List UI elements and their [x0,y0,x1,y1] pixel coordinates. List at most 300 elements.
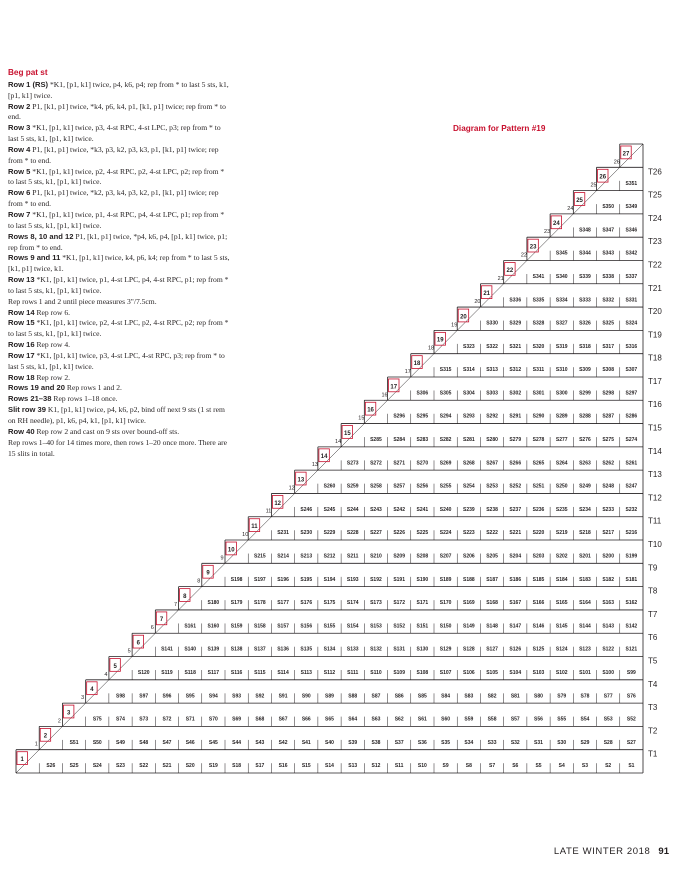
tier-label: T20 [648,307,662,317]
stitch-label: S218 [579,530,591,537]
corner-number: 10 [242,532,249,539]
row-text: Rep rows 1 and 2 until piece measures 3"/7.5cm. [8,296,157,306]
stitch-label: S247 [625,483,638,490]
corner-number: 23 [544,229,551,236]
tier-label: T11 [648,516,662,526]
stitch-label: S2 [605,763,612,770]
stitch-label: S300 [555,390,568,397]
row-text: Rep rows 1–40 for 14 times more, then rows 1–20 once more. There are 15 slits in total. [8,437,227,458]
stitch-label: S262 [602,460,615,467]
stitch-label: S232 [625,506,638,513]
stitch-label: S157 [277,623,289,630]
stitch-label: S125 [532,646,545,653]
stitch-label: S290 [532,413,545,420]
stitch-label: S308 [602,367,615,374]
stitch-label: S131 [393,646,406,653]
stitch-label: S229 [323,530,336,537]
stitch-label: S168 [486,600,498,607]
stitch-label: S100 [602,669,615,676]
row-text: *K1, [p1, k1] twice, p4, k6, p4; rep from * to last 5 sts, k1, [p1, k1] twice. [8,79,229,100]
row-number: 19 [436,337,444,344]
stitch-label: S44 [232,739,242,746]
stitch-label: S177 [277,600,289,607]
row-number: 17 [390,384,398,391]
stitch-label: S350 [602,204,615,211]
stitch-label: S173 [370,600,382,607]
stitch-label: S137 [253,646,266,653]
tier-label: T21 [648,283,662,293]
stitch-label: S331 [625,297,638,304]
stitch-label: S16 [278,763,288,770]
stitch-label: S267 [486,460,498,467]
stitch-label: S181 [625,576,638,583]
stitch-label: S271 [393,460,406,467]
stitch-label: S22 [139,763,149,770]
stitch-label: S186 [509,576,522,583]
stitch-label: S184 [555,576,568,583]
row-label: Row 7 [8,209,31,219]
stitch-label: S95 [185,693,195,700]
stitch-label: S81 [510,693,520,700]
stitch-label: S314 [462,367,475,374]
stitch-label: S40 [325,739,334,746]
stitch-label: S207 [439,553,452,560]
row-number: 3 [66,710,71,717]
stitch-label: S351 [625,180,638,187]
stitch-label: S321 [509,343,522,350]
stitch-label: S288 [579,413,591,420]
stitch-label: S88 [348,693,358,700]
corner-number: 2 [57,718,61,725]
stitch-label: S54 [580,716,590,723]
stitch-label: S80 [534,693,543,700]
stitch-label: S91 [278,693,288,700]
issue-label: LATE WINTER 2018 [553,846,651,857]
stitch-label: S250 [555,483,568,490]
stitch-label: S42 [278,739,288,746]
stitch-label: S142 [625,623,638,630]
page-number: 91 [658,846,669,857]
stitch-label: S34 [464,739,474,746]
corner-number: 16 [381,392,388,399]
stitch-label: S208 [416,553,429,560]
row-number: 1 [20,757,24,764]
stitch-label: S119 [161,669,173,676]
stitch-label: S224 [439,530,452,537]
stitch-label: S47 [162,739,172,746]
row-number: 11 [251,524,258,531]
corner-number: 13 [311,462,318,469]
row-number: 13 [297,477,305,484]
stitch-label: S133 [346,646,359,653]
stitch-label: S318 [579,343,591,350]
stitch-label: S132 [370,646,382,653]
stitch-label: S249 [579,483,591,490]
tier-label: T14 [648,446,662,456]
stitch-label: S309 [579,367,591,374]
stitch-label: S63 [371,716,381,723]
row-label: Row 5 [8,166,31,176]
stitch-label: S348 [579,227,591,234]
stitch-label: S192 [370,576,382,583]
stitch-label: S10 [417,763,427,770]
stitch-label: S148 [486,623,498,630]
stitch-label: S204 [509,553,522,560]
stitch-label: S11 [394,763,404,770]
stitch-label: S190 [416,576,429,583]
stitch-label: S193 [346,576,359,583]
stitch-label: S78 [580,693,590,700]
row-label: Row 6 [8,188,31,198]
row-text: *K1, [p1, k1] twice, p2, 4-st LPC, p2, 4-st RPC, p2; rep from * to last 5 sts, k1, [p1, k1] twice. [8,318,229,339]
stitch-label: S5 [535,763,542,770]
stitch-label: S55 [557,716,567,723]
stitch-label: S328 [532,320,545,327]
stitch-label: S248 [602,483,615,490]
stitch-label: S194 [323,576,336,583]
row-number: 22 [506,267,514,274]
stitch-label: S198 [230,576,243,583]
row-number: 9 [206,570,210,577]
tier-label: T23 [648,237,662,247]
stitch-label: S294 [439,413,452,420]
corner-number: 25 [590,182,597,189]
stitch-label: S269 [439,460,452,467]
stitch-label: S319 [555,343,568,350]
stitch-label: S39 [348,739,358,746]
row-number: 12 [274,500,282,507]
row-number: 26 [599,174,607,181]
tier-label: T16 [648,400,662,410]
stitch-label: S70 [208,716,218,723]
stitch-label: S231 [277,530,289,537]
stitch-label: S195 [300,576,313,583]
stitch-label: S306 [416,390,429,397]
row-text: P1, [k1, p1] twice, *p4, k6, p4, [p1, k1] twice, p1; rep from * to end. [8,231,228,252]
row-label: Row 3 [8,123,31,133]
stitch-label: S283 [416,437,429,444]
stitch-label: S96 [162,693,172,700]
stitch-label: S83 [464,693,474,700]
row-text: Rep row 4. [34,340,71,350]
stitch-label: S191 [393,576,406,583]
stitch-label: S251 [532,483,545,490]
stitch-label: S149 [462,623,475,630]
stitch-label: S203 [532,553,545,560]
stitch-label: S256 [416,483,429,490]
stitch-label: S31 [534,739,543,746]
tier-label: T19 [648,330,662,340]
stitch-label: S277 [555,437,568,444]
stitch-label: S293 [462,413,475,420]
stitch-label: S123 [579,646,591,653]
stitch-label: S273 [346,460,359,467]
stitch-label: S94 [208,693,218,700]
stitch-label: S146 [532,623,545,630]
stitch-label: S260 [323,483,336,490]
stitch-label: S126 [509,646,522,653]
stitch-label: S27 [626,739,636,746]
stitch-label: S225 [416,530,429,537]
stitch-label: S68 [255,716,265,723]
stitch-label: S187 [486,576,498,583]
stitch-label: S178 [253,600,266,607]
corner-number: 19 [451,322,458,329]
stitch-label: S156 [300,623,313,630]
stitch-label: S263 [579,460,591,467]
stitch-label: S20 [185,763,195,770]
stitch-label: S28 [603,739,613,746]
stitch-label: S297 [625,390,638,397]
stitch-label: S278 [532,437,545,444]
stitch-label: S169 [462,600,475,607]
stitch-label: S281 [462,437,475,444]
stitch-label: S61 [417,716,427,723]
stitch-label: S189 [439,576,452,583]
stitch-label: S305 [439,390,452,397]
tier-label: T12 [648,493,662,503]
stitch-label: S36 [417,739,427,746]
stitch-label: S284 [393,437,406,444]
stitch-label: S35 [441,739,451,746]
stitch-label: S343 [602,250,615,257]
stitch-label: S196 [277,576,289,583]
row-text: P1, [k1, p1] twice, *k3, p3, k2, p3, k3, p1, [k1, p1] twice; rep from * to end. [8,144,219,165]
stitch-label: S114 [277,669,289,676]
row-text: Rep row 6. [34,307,71,317]
stitch-label: S201 [579,553,591,560]
corner-number: 11 [265,508,272,515]
stitch-label: S237 [509,506,522,513]
stitch-label: S103 [532,669,545,676]
stitch-label: S93 [232,693,242,700]
stitch-label: S280 [486,437,498,444]
stitch-label: S254 [462,483,475,490]
stitch-label: S244 [346,506,359,513]
tier-label: T6 [648,633,658,643]
stitch-label: S37 [394,739,404,746]
stitch-label: S74 [116,716,125,723]
stitch-label: S71 [185,716,195,723]
corner-number: 24 [567,205,574,212]
stitch-label: S64 [348,716,358,723]
stitch-label: S183 [579,576,591,583]
stitch-label: S21 [162,763,172,770]
stitch-label: S301 [532,390,545,397]
stitch-label: S120 [137,669,150,676]
stitch-label: S345 [555,250,568,257]
stitch-label: S303 [486,390,498,397]
stitch-label: S18 [232,763,242,770]
stitch-label: S89 [325,693,334,700]
stitch-label: S180 [207,600,220,607]
stitch-label: S58 [487,716,497,723]
stitch-label: S276 [579,437,591,444]
stitch-label: S155 [323,623,336,630]
row-number: 21 [483,291,491,298]
stitch-label: S66 [301,716,311,723]
stitch-label: S266 [509,460,522,467]
stitch-label: S175 [323,600,336,607]
row-label: Row 18 [8,372,35,382]
stitch-label: S115 [254,669,266,676]
row-number: 18 [413,360,421,367]
stitch-label: S324 [625,320,638,327]
stitch-label: S311 [532,367,545,374]
row-number: 7 [159,617,164,624]
stitch-label: S17 [255,763,265,770]
row-text: *K1, [p1, k1] twice, k4, p6, k4; rep from * to last 5 sts, [k1, p1] twice, k1. [8,253,230,274]
stitch-label: S75 [92,716,102,723]
stitch-label: S46 [185,739,195,746]
stitch-label: S52 [626,716,636,723]
tier-label: T22 [648,260,662,270]
stitch-label: S43 [255,739,265,746]
stitch-label: S25 [69,763,79,770]
row-number: 23 [529,244,537,251]
stitch-label: S65 [325,716,334,723]
tier-label: T24 [648,213,662,223]
stitch-label: S274 [625,437,638,444]
stitch-label: S257 [393,483,406,490]
stitch-label: S258 [370,483,382,490]
stitch-label: S346 [625,227,638,234]
stitch-label: S107 [439,669,452,676]
stitch-label: S144 [579,623,591,630]
stitch-label: S304 [462,390,475,397]
corner-number: 9 [220,555,224,562]
stitch-label: S32 [510,739,520,746]
stitch-label: S202 [555,553,568,560]
stitch-label: S238 [486,506,498,513]
stitch-label: S172 [393,600,406,607]
stitch-label: S325 [602,320,615,327]
stitch-label: S200 [602,553,615,560]
stitch-label: S298 [602,390,615,397]
stitch-label: S143 [602,623,615,630]
stitch-label: S7 [488,763,496,770]
stitch-label: S279 [509,437,522,444]
stitch-label: S97 [139,693,149,700]
stitch-label: S145 [555,623,568,630]
stitch-label: S182 [602,576,615,583]
stitch-label: S51 [69,739,79,746]
stitch-label: S233 [602,506,615,513]
corner-number: 3 [81,695,85,702]
stitch-label: S121 [625,646,638,653]
stitch-label: S110 [370,669,382,676]
stitch-label: S341 [532,273,545,280]
stitch-label: S226 [393,530,406,537]
row-text: *K1, [p1, k1] twice, p1, 4-st RPC, p4, 4-st LPC, p1; rep from * to last 5 sts, k1, [p1, k1] twice. [8,209,225,230]
stitch-label: S33 [487,739,497,746]
stitch-label: S246 [300,506,313,513]
stitch-label: S138 [230,646,243,653]
stitch-label: S79 [557,693,567,700]
stitch-label: S330 [486,320,498,327]
stitch-label: S86 [394,693,404,700]
row-label: Row 40 [8,426,35,436]
row-label: Row 15 [8,318,35,328]
stitch-label: S329 [509,320,522,327]
stitch-label: S307 [625,367,638,374]
stitch-label: S228 [346,530,359,537]
stitch-label: S45 [208,739,218,746]
stitch-label: S77 [603,693,613,700]
tier-label: T4 [648,679,658,689]
stitch-label: S211 [347,553,359,560]
stitch-label: S26 [46,763,56,770]
stitch-label: S209 [393,553,406,560]
stitch-label: S215 [253,553,266,560]
stitch-label: S141 [161,646,173,653]
stitch-label: S15 [301,763,311,770]
stitch-label: S12 [371,763,381,770]
corner-number: 21 [497,275,504,282]
stitch-label: S188 [462,576,475,583]
stitch-label: S24 [92,763,102,770]
stitch-label: S296 [393,413,406,420]
stitch-label: S166 [532,600,545,607]
stitch-label: S129 [439,646,452,653]
stitch-label: S139 [207,646,220,653]
corner-number: 26 [613,159,620,166]
stitch-label: S104 [509,669,522,676]
stitch-label: S285 [370,437,382,444]
tier-label: T18 [648,353,662,363]
stitch-label: S84 [441,693,451,700]
stitch-label: S57 [510,716,520,723]
stitch-label: S255 [439,483,452,490]
stitch-label: S38 [371,739,381,746]
stitch-label: S240 [439,506,452,513]
stitch-label: S295 [416,413,429,420]
corner-number: 4 [104,671,108,678]
tier-label: T8 [648,586,658,596]
stitch-label: S310 [555,367,568,374]
stitch-label: S197 [253,576,266,583]
stitch-label: S128 [462,646,475,653]
stitch-label: S234 [579,506,591,513]
row-number: 10 [227,547,235,554]
stitch-label: S113 [300,669,312,676]
stitch-label: S323 [462,343,475,350]
stitch-label: S73 [139,716,149,723]
stitch-label: S130 [416,646,429,653]
stitch-label: S291 [509,413,522,420]
stitch-label: S87 [371,693,381,700]
stitch-label: S111 [347,669,359,676]
stitch-label: S90 [301,693,311,700]
stitch-label: S176 [300,600,313,607]
stitch-label: S342 [625,250,638,257]
tier-label: T3 [648,703,658,713]
corner-number: 20 [474,299,481,306]
stitch-label: S19 [208,763,218,770]
corner-number: 6 [150,625,154,632]
stitch-label: S69 [232,716,242,723]
diagram-title: Diagram for Pattern #19 [453,124,546,133]
stitch-label: S151 [416,623,429,630]
row-number: 16 [367,407,374,414]
stitch-label: S216 [625,530,638,537]
stitch-label: S332 [602,297,615,304]
stitch-label: S59 [464,716,474,723]
stitch-label: S76 [626,693,636,700]
corner-number: 8 [197,578,201,585]
row-text: K1, [p1, k1] twice, p4, k6, p2, bind off next 9 sts (1 st rem on RH needle), p1, k6, p4, k1, [p1, k1] twice. [8,405,225,425]
stitch-label: S171 [416,600,429,607]
